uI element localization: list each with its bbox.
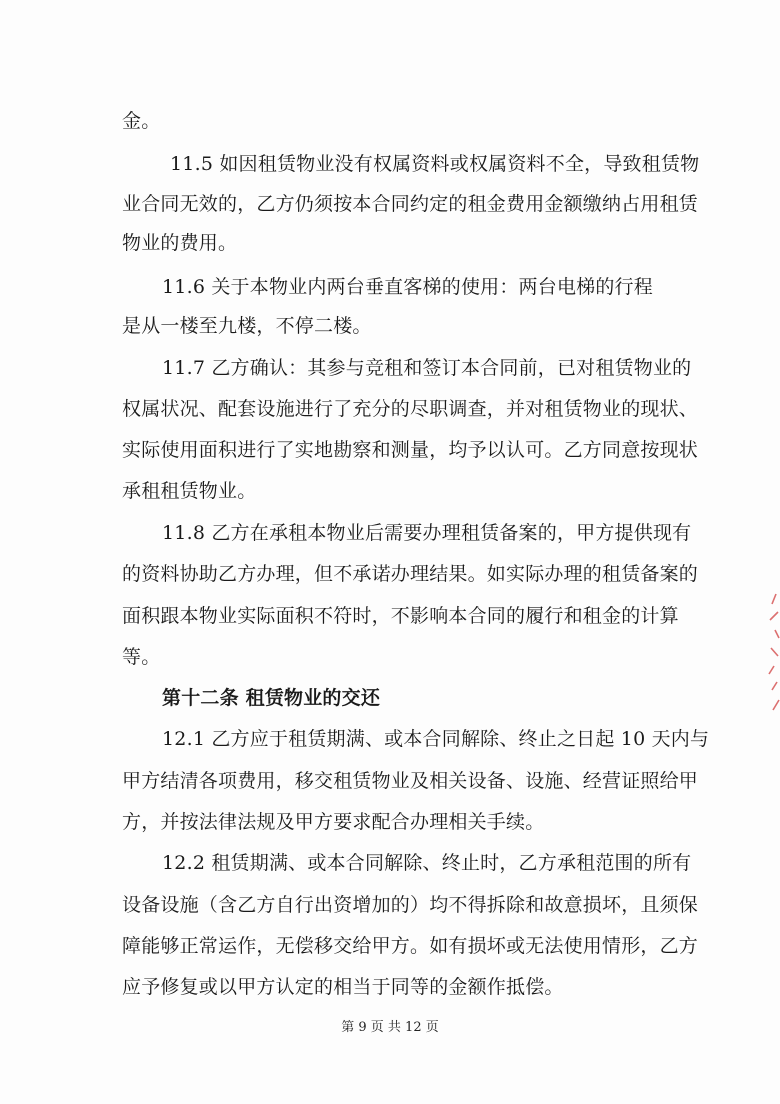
text-line: 业合同无效的，乙方仍须按本合同约定的租金费用金额缴纳占用租赁 — [122, 193, 699, 215]
text-line: 11.6 关于本物业内两台垂直客梯的使用：两台电梯的行程 — [162, 276, 653, 298]
text-line: 等。 — [122, 646, 161, 668]
text-line: 应予修复或以甲方认定的相当于同等的金额作抵偿。 — [122, 976, 564, 998]
text-line: 权属状况、配套设施进行了充分的尽职调查，并对租赁物业的现状、 — [122, 398, 699, 420]
text-line: 承租租赁物业。 — [122, 480, 257, 502]
text-line: 障能够正常运作，无偿移交给甲方。如有损坏或无法使用情形，乙方 — [122, 935, 699, 957]
text-line: 11.7 乙方确认：其参与竞租和签订本合同前，已对租赁物业的 — [162, 357, 692, 379]
text-line: 11.5 如因租赁物业没有权属资料或权属资料不全，导致租赁物 — [170, 153, 700, 175]
text-line: 设备设施（含乙方自行出资增加的）均不得拆除和故意损坏，且须保 — [122, 894, 699, 916]
text-line: 实际使用面积进行了实地勘察和测量，均予以认可。乙方同意按现状 — [122, 439, 699, 461]
text-line: 12.2 租赁期满、或本合同解除、终止时，乙方承租范围的所有 — [162, 852, 692, 874]
text-line: 方，并按法律法规及甲方要求配合办理相关手续。 — [122, 811, 545, 833]
text-line: 12.1 乙方应于租赁期满、或本合同解除、终止之日起 10 天内与 — [162, 728, 710, 750]
text-line: 面积跟本物业实际面积不符时，不影响本合同的履行和租金的计算 — [122, 605, 679, 627]
seal-edge-mark — [766, 590, 780, 720]
text-line: 物业的费用。 — [122, 232, 238, 254]
page-footer: 第 9 页 共 12 页 — [341, 1020, 439, 1035]
text-line: 是从一楼至九楼，不停二楼。 — [122, 315, 372, 337]
section-heading: 第十二条 租赁物业的交还 — [162, 687, 381, 709]
text-line: 11.8 乙方在承租本物业后需要办理租赁备案的，甲方提供现有 — [162, 522, 692, 544]
text-line: 的资料协助乙方办理，但不承诺办理结果。如实际办理的租赁备案的 — [122, 563, 699, 585]
text-line: 金。 — [122, 110, 161, 132]
text-line: 甲方结清各项费用，移交租赁物业及相关设备、设施、经营证照给甲 — [122, 770, 699, 792]
